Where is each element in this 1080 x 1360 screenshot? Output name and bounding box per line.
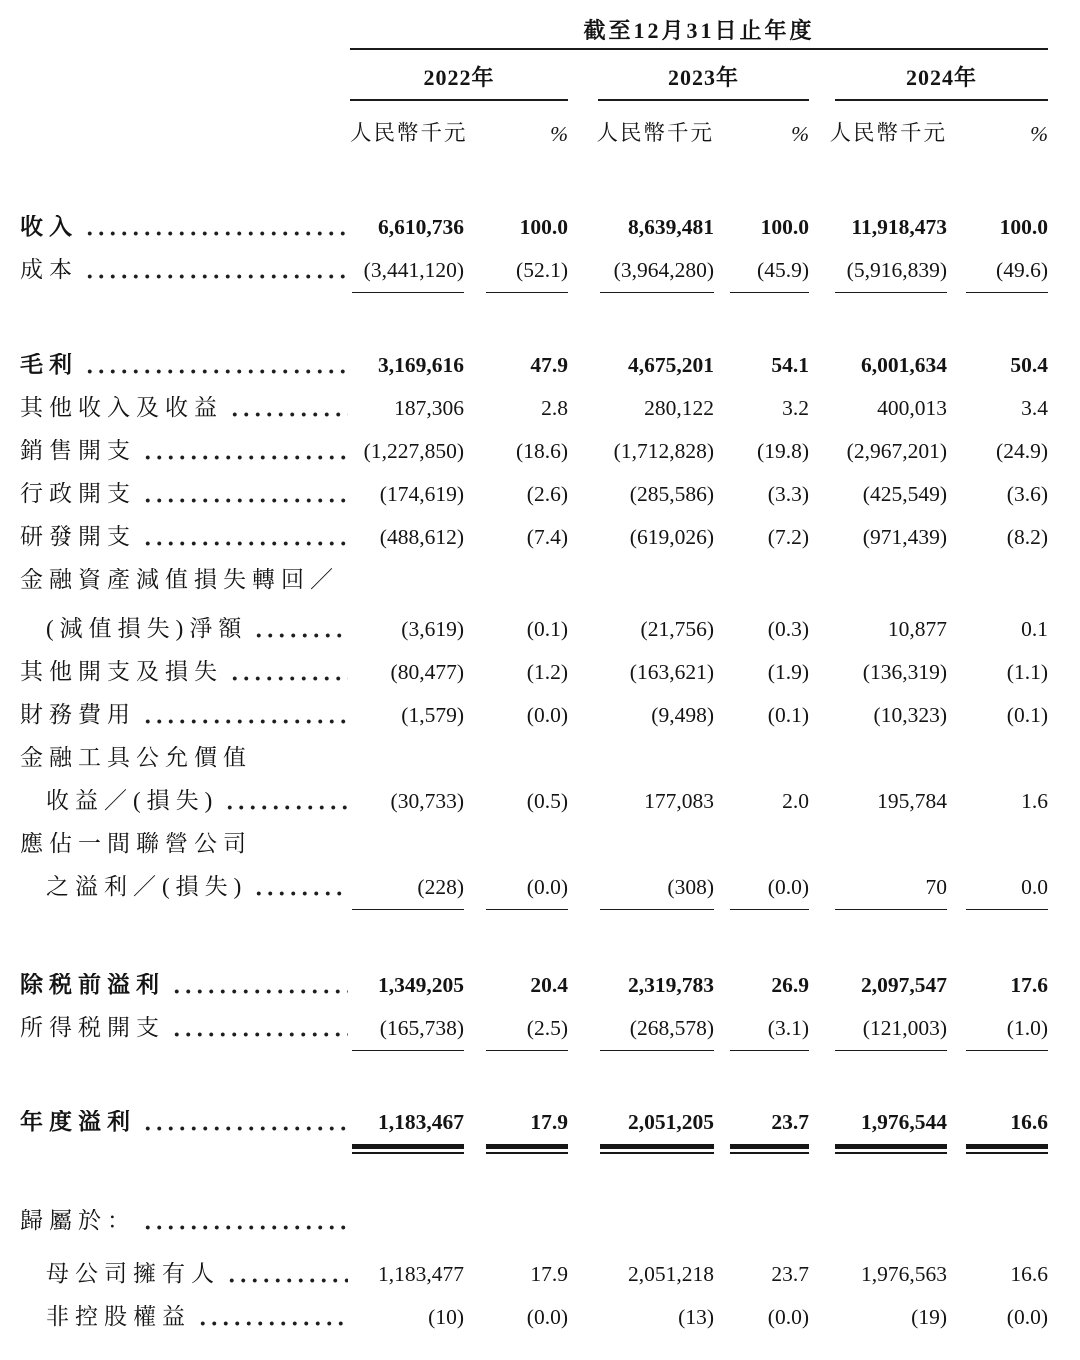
- pct-2022: (7.4): [526, 525, 568, 549]
- amount-2023: (1,712,828): [613, 439, 714, 463]
- amount-2022: (488,612): [379, 525, 464, 549]
- pct-2022: (18.6): [516, 439, 568, 463]
- pct-2023: (0.0): [767, 1305, 809, 1329]
- underline-row: [20, 292, 1048, 304]
- row-revenue: [20, 206, 1048, 249]
- dot-leader: [84, 274, 348, 279]
- year-label: 2024年: [905, 65, 977, 90]
- row-label: 所得税開支: [20, 1016, 350, 1040]
- pct-2024: (0.1): [1006, 703, 1048, 727]
- table-title: 截至12月31日止年度: [583, 17, 815, 43]
- pct-2024: 0.0: [1021, 875, 1048, 899]
- pct-header-2023: %: [791, 122, 809, 146]
- amount-2023: 2,319,783: [628, 973, 714, 997]
- amount-2024: (2,967,201): [846, 439, 947, 463]
- amount-2022: (3,619): [401, 617, 464, 641]
- amount-2024: (136,319): [862, 660, 947, 684]
- row-associate-heading: [20, 823, 1048, 866]
- amount-2022: 6,610,736: [378, 215, 464, 239]
- row-label: 母公司擁有人: [20, 1262, 350, 1286]
- amount-2023: (308): [667, 875, 714, 899]
- underline-row: [20, 909, 1048, 921]
- pct-2022: 20.4: [530, 973, 568, 997]
- row-label: 應佔一間聯營公司: [20, 832, 252, 857]
- pct-2024: (8.2): [1006, 525, 1048, 549]
- pct-2022: 2.8: [541, 396, 568, 420]
- amount-2022: (30,733): [390, 789, 464, 813]
- pct-2023: 2.0: [782, 789, 809, 813]
- amount-2023: 280,122: [644, 396, 714, 420]
- amount-2023: (285,586): [629, 482, 714, 506]
- row-attributable-heading: [20, 1200, 1048, 1243]
- pct-2022: 17.9: [530, 1262, 568, 1286]
- dot-leader: [229, 676, 348, 681]
- unit-header-2024: 人民幣千元: [829, 121, 947, 145]
- pct-2023: (0.1): [767, 703, 809, 727]
- pct-2023: 100.0: [760, 215, 809, 239]
- pct-2023: 3.2: [782, 396, 809, 420]
- pct-2022: 17.9: [530, 1110, 568, 1134]
- pct-2024: 17.6: [1010, 973, 1048, 997]
- pct-2023: (45.9): [757, 258, 809, 282]
- pct-2022: (1.2): [526, 660, 568, 684]
- row-other-income: [20, 387, 1048, 430]
- pct-2023: (0.3): [767, 617, 809, 641]
- dot-leader: [253, 633, 348, 638]
- dot-leader: [253, 891, 348, 896]
- row-non-controlling-interests: [20, 1296, 1048, 1339]
- row-label: 之溢利／(損失): [20, 875, 350, 899]
- amount-2022: (3,441,120): [363, 258, 464, 282]
- pct-2023: 54.1: [771, 353, 809, 377]
- year-header-2024: [835, 48, 1048, 101]
- pct-2022: (2.6): [526, 482, 568, 506]
- pct-2022: (0.0): [526, 875, 568, 899]
- amount-2024: 195,784: [877, 789, 947, 813]
- amount-2022: 1,183,477: [378, 1262, 464, 1286]
- amount-2024: (19): [911, 1305, 947, 1329]
- pct-header-2022: %: [550, 122, 568, 146]
- pct-2023: (3.3): [767, 482, 809, 506]
- pct-2024: 1.6: [1021, 789, 1048, 813]
- amount-2023: (9,498): [651, 703, 714, 727]
- amount-2024: 1,976,544: [861, 1110, 947, 1134]
- row-label: 研發開支: [20, 525, 350, 549]
- amount-2022: (80,477): [390, 660, 464, 684]
- amount-2024: (425,549): [862, 482, 947, 506]
- row-label: 行政開支: [20, 482, 350, 506]
- amount-2022: 1,349,205: [378, 973, 464, 997]
- pct-2022: 47.9: [530, 353, 568, 377]
- pct-2022: (0.0): [526, 1305, 568, 1329]
- dot-leader: [142, 541, 348, 546]
- row-rd-expenses: [20, 516, 1048, 559]
- row-label: 銷售開支: [20, 439, 350, 463]
- row-cost: [20, 249, 1048, 292]
- amount-2024: 400,013: [877, 396, 947, 420]
- pct-2022: 100.0: [519, 215, 568, 239]
- year-label: 2022年: [423, 65, 495, 90]
- dot-leader: [142, 1225, 348, 1230]
- year-label: 2023年: [667, 65, 739, 90]
- amount-2023: 2,051,218: [628, 1262, 714, 1286]
- unit-header-2022: 人民幣千元: [350, 121, 468, 145]
- dot-leader: [171, 989, 348, 994]
- pct-2024: 3.4: [1021, 396, 1048, 420]
- pct-2023: (7.2): [767, 525, 809, 549]
- dot-leader: [224, 805, 348, 810]
- amount-2024: (971,439): [862, 525, 947, 549]
- double-rule-row: [20, 1144, 1048, 1158]
- amount-2022: (10): [428, 1305, 464, 1329]
- row-label: 歸屬於：: [20, 1209, 350, 1233]
- dot-leader: [142, 498, 348, 503]
- amount-2024: (5,916,839): [846, 258, 947, 282]
- unit-header-2023: 人民幣千元: [596, 121, 714, 145]
- amount-2022: (165,738): [379, 1016, 464, 1040]
- row-label: 年度溢利: [20, 1110, 350, 1134]
- row-label: 毛利: [20, 353, 350, 377]
- amount-2024: 6,001,634: [861, 353, 947, 377]
- row-label: 其他收入及收益: [20, 396, 350, 420]
- pct-2024: 50.4: [1010, 353, 1048, 377]
- row-parent-owners: [20, 1253, 1048, 1296]
- amount-2023: 4,675,201: [628, 353, 714, 377]
- year-header-2022: [350, 48, 568, 101]
- pct-2024: (0.0): [1006, 1305, 1048, 1329]
- row-profit-before-tax: [20, 964, 1048, 1007]
- amount-2023: 2,051,205: [628, 1110, 714, 1134]
- amount-2022: (174,619): [379, 482, 464, 506]
- dot-leader: [142, 1126, 348, 1131]
- row-label: 收入: [20, 215, 350, 239]
- amount-2023: (163,621): [629, 660, 714, 684]
- pct-2023: 23.7: [771, 1110, 809, 1134]
- year-header-2023: [598, 48, 809, 101]
- row-selling-expenses: [20, 430, 1048, 473]
- pct-2023: (0.0): [767, 875, 809, 899]
- amount-2022: (228): [417, 875, 464, 899]
- pct-2023: 26.9: [771, 973, 809, 997]
- amount-2023: (21,756): [640, 617, 714, 641]
- row-associate-net: [20, 866, 1048, 909]
- amount-2022: 1,183,467: [378, 1110, 464, 1134]
- row-gross-profit: [20, 344, 1048, 387]
- pct-2024: (49.6): [996, 258, 1048, 282]
- pct-2023: (1.9): [767, 660, 809, 684]
- row-label: (減值損失)淨額: [20, 617, 350, 641]
- amount-2024: 1,976,563: [861, 1262, 947, 1286]
- row-label: 金融資產減值損失轉回／: [20, 568, 339, 593]
- amount-2023: (13): [678, 1305, 714, 1329]
- underline-row: [20, 1050, 1048, 1062]
- row-label: 收益／(損失): [20, 789, 350, 813]
- amount-2022: (1,227,850): [363, 439, 464, 463]
- amount-2022: (1,579): [401, 703, 464, 727]
- pct-2022: (0.1): [526, 617, 568, 641]
- amount-2022: 3,169,616: [378, 353, 464, 377]
- pct-2024: 0.1: [1021, 617, 1048, 641]
- dot-leader: [171, 1032, 348, 1037]
- row-label: 非控股權益: [20, 1305, 350, 1329]
- pct-2022: (2.5): [526, 1016, 568, 1040]
- row-finance-costs: [20, 694, 1048, 737]
- pct-2024: (24.9): [996, 439, 1048, 463]
- pct-2022: (52.1): [516, 258, 568, 282]
- amount-2023: (3,964,280): [613, 258, 714, 282]
- amount-2024: (10,323): [873, 703, 947, 727]
- dot-leader: [142, 455, 348, 460]
- amount-2024: 10,877: [887, 617, 947, 641]
- pct-2022: (0.5): [526, 789, 568, 813]
- row-income-tax: [20, 1007, 1048, 1050]
- dot-leader: [142, 719, 348, 724]
- row-admin-expenses: [20, 473, 1048, 516]
- amount-2024: 11,918,473: [851, 215, 947, 239]
- row-label: 成本: [20, 258, 350, 282]
- pct-2023: (3.1): [767, 1016, 809, 1040]
- dot-leader: [197, 1321, 348, 1326]
- amount-2024: 2,097,547: [861, 973, 947, 997]
- row-impairment-heading: [20, 559, 1048, 602]
- row-profit-for-year: [20, 1101, 1048, 1144]
- amount-2023: 8,639,481: [628, 215, 714, 239]
- row-label: 其他開支及損失: [20, 660, 350, 684]
- amount-2023: (268,578): [629, 1016, 714, 1040]
- row-impairment-net: [20, 608, 1048, 651]
- amount-2022: 187,306: [394, 396, 464, 420]
- row-label: 金融工具公允價值: [20, 746, 252, 771]
- pct-2024: 16.6: [1010, 1262, 1048, 1286]
- pct-2024: (3.6): [1006, 482, 1048, 506]
- pct-header-2024: %: [1030, 122, 1048, 146]
- row-fvpl-heading: [20, 737, 1048, 780]
- amount-2023: 177,083: [644, 789, 714, 813]
- dot-leader: [84, 231, 348, 236]
- dot-leader: [84, 369, 348, 374]
- pct-2024: (1.0): [1006, 1016, 1048, 1040]
- dot-leader: [226, 1278, 348, 1283]
- amount-2023: (619,026): [629, 525, 714, 549]
- amount-2024: (121,003): [862, 1016, 947, 1040]
- pct-2023: 23.7: [771, 1262, 809, 1286]
- pct-2024: 16.6: [1010, 1110, 1048, 1134]
- amount-2024: 70: [925, 875, 947, 899]
- row-fvpl-net: [20, 780, 1048, 823]
- row-label: 除税前溢利: [20, 973, 350, 997]
- pct-2024: (1.1): [1006, 660, 1048, 684]
- row-label: 財務費用: [20, 703, 350, 727]
- pct-2024: 100.0: [999, 215, 1048, 239]
- row-other-expenses: [20, 651, 1048, 694]
- dot-leader: [229, 412, 348, 417]
- pct-2023: (19.8): [757, 439, 809, 463]
- pct-2022: (0.0): [526, 703, 568, 727]
